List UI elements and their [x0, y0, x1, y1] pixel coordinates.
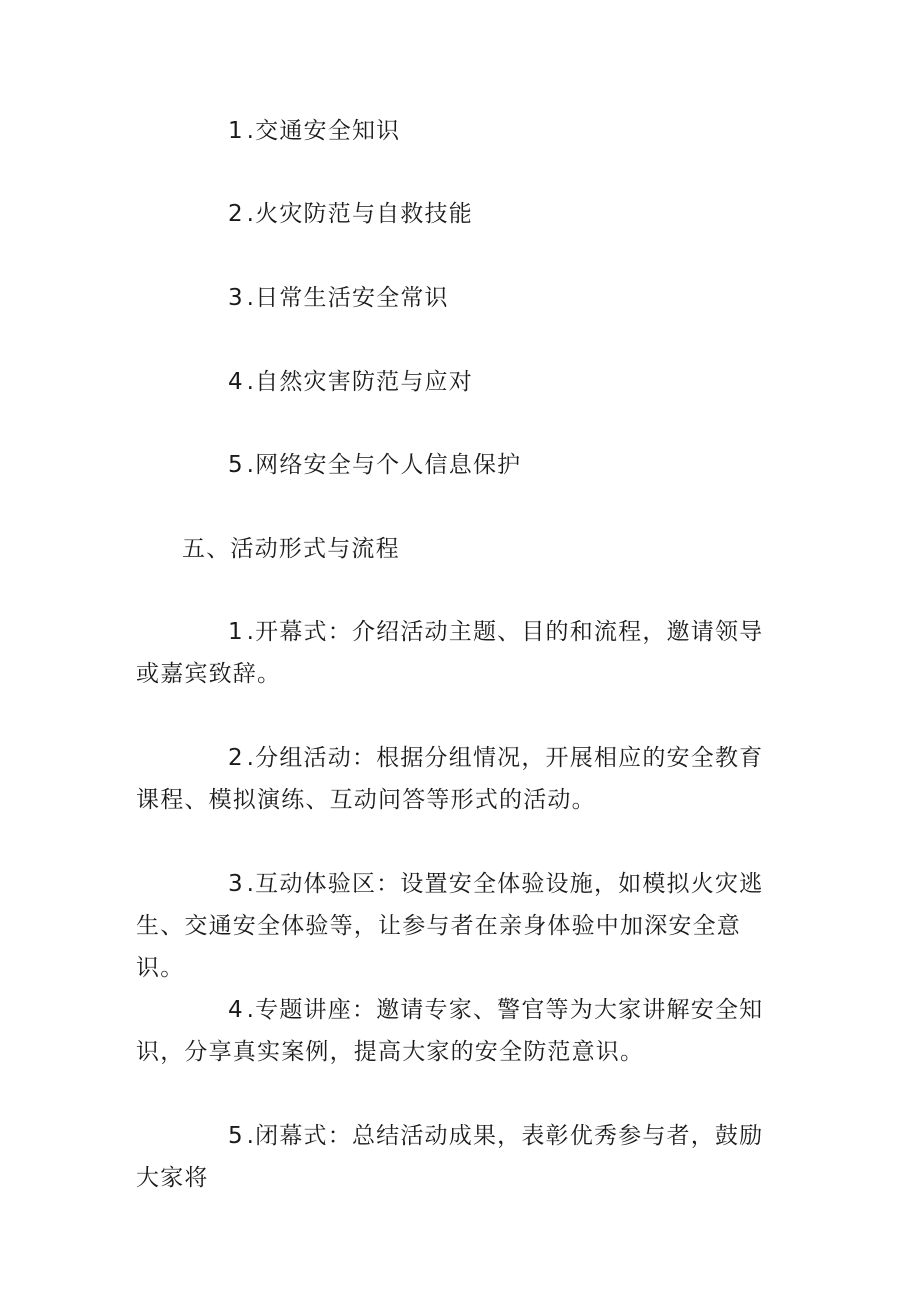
process-item	[136, 863, 786, 989]
process-item	[136, 611, 786, 695]
process-text: .专题讲座：邀请专家、警官等为大家讲解安全知识，分享真实案例，提高大家的安全防范意识。	[136, 997, 764, 1065]
process-text: .开幕式：介绍活动主题、目的和流程，邀请领导或嘉宾致辞。	[136, 619, 764, 687]
process-number: 1	[228, 619, 247, 645]
topic-number: 5	[228, 452, 247, 478]
process-text: .闭幕式：总结活动成果，表彰优秀参与者，鼓励大家将	[136, 1123, 764, 1191]
process-number: 4	[228, 997, 247, 1023]
topic-text: .交通安全知识	[246, 118, 401, 144]
process-number: 3	[228, 871, 247, 897]
topic-number: 3	[228, 285, 247, 311]
section-heading: 五、活动形式与流程	[182, 536, 400, 562]
process-text: .分组活动：根据分组情况，开展相应的安全教育课程、模拟演练、互动问答等形式的活动。	[136, 745, 764, 813]
topic-text: .日常生活安全常识	[246, 285, 449, 311]
topic-number: 1	[228, 118, 247, 144]
process-item	[136, 989, 786, 1073]
topic-number: 2	[228, 201, 247, 227]
topic-text: .网络安全与个人信息保护	[246, 452, 522, 478]
process-text: .互动体验区：设置安全体验设施，如模拟火灾逃生、交通安全体验等，让参与者在亲身体验中加深安全意识。	[136, 871, 764, 981]
topic-item	[136, 361, 786, 403]
process-item	[136, 737, 786, 821]
process-item	[136, 1115, 786, 1199]
topic-text: .自然灾害防范与应对	[246, 369, 473, 395]
process-number: 5	[228, 1123, 247, 1149]
topic-item	[136, 277, 786, 319]
topic-text: .火灾防范与自救技能	[246, 201, 473, 227]
topic-item	[136, 193, 786, 235]
topic-item	[136, 110, 786, 152]
topic-item	[136, 444, 786, 486]
process-number: 2	[228, 745, 247, 771]
topic-number: 4	[228, 369, 247, 395]
